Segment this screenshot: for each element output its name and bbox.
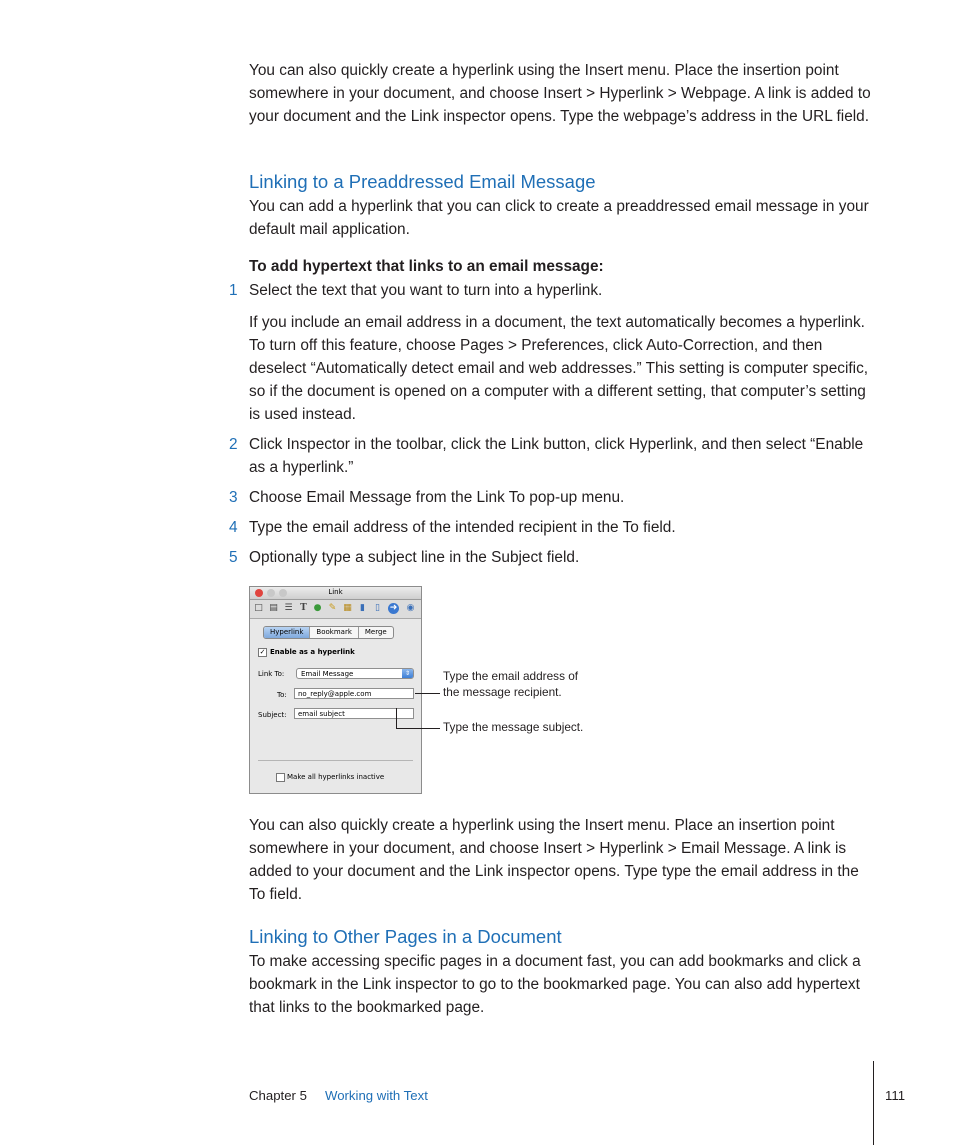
inspector-tabs bbox=[263, 626, 394, 639]
wrap-inspector-icon[interactable]: ☰ bbox=[284, 603, 293, 613]
popup-arrows-icon: ⇕ bbox=[402, 669, 413, 678]
step-5-text: Optionally type a subject line in the Subject field. bbox=[249, 549, 580, 566]
graphic-inspector-icon[interactable]: ● bbox=[313, 603, 322, 613]
step-number-2: 2 bbox=[229, 436, 238, 453]
text-inspector-icon[interactable]: T bbox=[300, 603, 307, 613]
tab-merge[interactable]: Merge bbox=[364, 628, 387, 636]
to-callout-line-1: Type the email address of bbox=[443, 669, 579, 683]
subject-label: Subject: bbox=[258, 711, 287, 719]
section-heading-pages: Linking to Other Pages in a Document bbox=[249, 926, 562, 947]
page-number: 111 bbox=[885, 1088, 906, 1103]
step-1-note: If you include an email address in a document, the text automatically becomes a hyperlink. To turn off this feature, choose Pages > Preferences, click Auto-Correction, and then deselect “Automatically detect email and web addresses.” This setting is computer specific, so if the document is opened on a computer with a different setting, that computer’s setting is used instead. bbox=[249, 314, 869, 423]
quicktime-inspector-icon[interactable]: ◉ bbox=[406, 603, 415, 613]
step-2-text: Click Inspector in the toolbar, click the Link button, click Hyperlink, and then select “Enable as a hyperlink.” bbox=[249, 436, 864, 476]
document-inspector-icon[interactable]: □ bbox=[254, 603, 263, 613]
link-to-popup[interactable] bbox=[296, 668, 414, 679]
link-to-label: Link To: bbox=[258, 670, 285, 678]
to-callout-line bbox=[415, 693, 440, 694]
inspector-title: Link bbox=[328, 588, 343, 596]
tab-bookmark[interactable]: Bookmark bbox=[310, 627, 358, 638]
inspector-toolbar bbox=[250, 600, 421, 619]
step-number-5: 5 bbox=[229, 549, 238, 566]
subject-callout-line-vertical bbox=[396, 708, 397, 728]
step-number-1: 1 bbox=[229, 282, 238, 299]
section-heading-email: Linking to a Preaddressed Email Message bbox=[249, 171, 596, 192]
intro-paragraph: You can also quickly create a hyperlink using the Insert menu. Place the insertion point somewhere in your document, and choose Insert > Hyperlink > Webpage. A link is added to your document and the Link inspector opens. Type the webpage’s address in the URL field. bbox=[249, 62, 871, 125]
inspector-divider bbox=[258, 760, 413, 761]
layout-inspector-icon[interactable]: ▤ bbox=[269, 603, 278, 613]
enable-hyperlink-label: Enable as a hyperlink bbox=[270, 648, 355, 656]
step-4-text: Type the email address of the intended recipient in the To field. bbox=[249, 519, 676, 536]
step-3-text: Choose Email Message from the Link To pop-up menu. bbox=[249, 489, 625, 506]
table-inspector-icon[interactable]: ▦ bbox=[343, 603, 352, 613]
chart-bars-icon[interactable]: ▯ bbox=[375, 603, 380, 613]
to-field[interactable] bbox=[294, 688, 414, 699]
chart-inspector-icon[interactable]: ▮ bbox=[360, 603, 365, 613]
step-number-3: 3 bbox=[229, 489, 238, 506]
step-1-text: Select the text that you want to turn into a hyperlink. bbox=[249, 282, 603, 299]
to-label: To: bbox=[277, 691, 287, 699]
to-callout-text bbox=[443, 668, 578, 700]
footer-chapter-title[interactable]: Working with Text bbox=[325, 1088, 428, 1103]
inactive-label: Make all hyperlinks inactive bbox=[287, 773, 385, 781]
to-field-value: no_reply@apple.com bbox=[298, 690, 372, 698]
task-heading: To add hypertext that links to an email message: bbox=[249, 258, 604, 275]
inspector-titlebar bbox=[250, 587, 421, 600]
metrics-inspector-icon[interactable]: ✎ bbox=[328, 603, 337, 613]
link-to-value: Email Message bbox=[301, 670, 354, 678]
to-callout-line-2: the message recipient. bbox=[443, 685, 562, 699]
subject-callout-line bbox=[396, 728, 440, 729]
subject-field-value: email subject bbox=[298, 710, 345, 718]
link-inspector-window bbox=[249, 586, 422, 794]
section-email-paragraph: You can add a hyperlink that you can click to create a preaddressed email message in your default mail application. bbox=[249, 198, 869, 238]
tab-hyperlink[interactable]: Hyperlink bbox=[264, 627, 310, 638]
enable-hyperlink-checkbox[interactable]: ✓ bbox=[259, 648, 266, 656]
subject-callout-text: Type the message subject. bbox=[443, 720, 584, 734]
step-number-4: 4 bbox=[229, 519, 238, 536]
section-pages-paragraph: To make accessing specific pages in a document fast, you can add bookmarks and click a bookmark in the Link inspector to go to the bookmarked page. You can also add hypertext that links to the bookmarked page. bbox=[249, 953, 861, 1016]
footer-chapter: Chapter 5 bbox=[249, 1088, 307, 1103]
inactive-checkbox[interactable] bbox=[276, 773, 285, 782]
link-inspector-icon[interactable]: ➜ bbox=[389, 603, 398, 613]
after-figure-paragraph: You can also quickly create a hyperlink using the Insert menu. Place an insertion point somewhere in your document, and choose Insert > Hyperlink > Email Message. A link is added to your document and the Link inspector opens. Type type the email address in the To field. bbox=[249, 817, 859, 903]
footer-rule bbox=[873, 1061, 874, 1145]
